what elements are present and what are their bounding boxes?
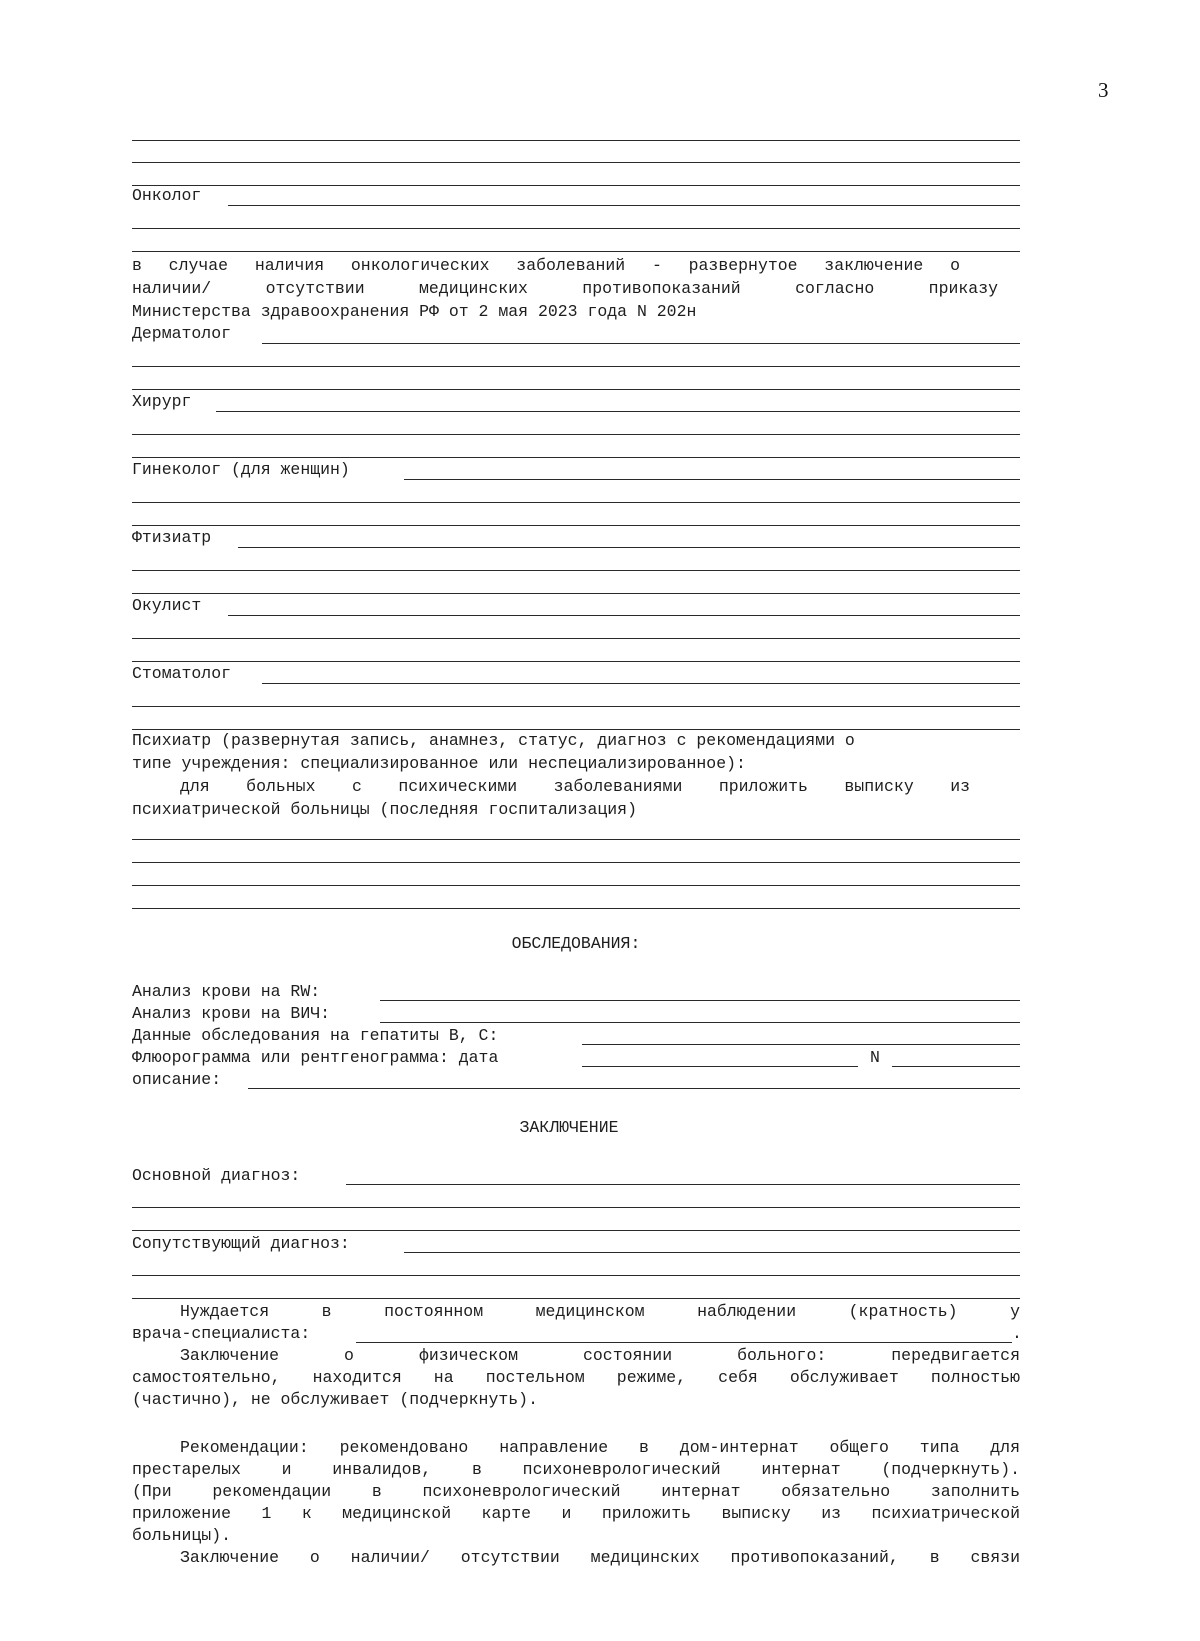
surgeon-field[interactable] bbox=[216, 411, 1020, 412]
blank-line[interactable] bbox=[132, 593, 1020, 594]
psychiatrist-line: типе учреждения: специализированное или неспециализированное): bbox=[132, 754, 746, 773]
rw-field[interactable] bbox=[380, 1000, 1020, 1001]
psychiatrist-line: психиатрической больницы (последняя госпитализация) bbox=[132, 800, 637, 819]
phthisiatrician-field[interactable] bbox=[238, 547, 1020, 548]
blank-line[interactable] bbox=[132, 502, 1020, 503]
concomitant-diagnosis-field[interactable] bbox=[404, 1252, 1020, 1253]
recommendation-line: престарелых и инвалидов, в психоневрологический интернат (подчеркнуть). bbox=[132, 1460, 1020, 1479]
blank-line[interactable] bbox=[132, 251, 1020, 252]
conclusion-heading: ЗАКЛЮЧЕНИЕ bbox=[519, 1118, 619, 1137]
xray-date-field[interactable] bbox=[582, 1066, 858, 1067]
rw-label: Анализ крови на RW: bbox=[132, 982, 321, 1001]
blank-line[interactable] bbox=[132, 638, 1020, 639]
blank-line[interactable] bbox=[132, 525, 1020, 526]
oncology-note-line: наличии/ отсутствии медицинских противопоказаний согласно приказу bbox=[132, 279, 998, 298]
main-diagnosis-field[interactable] bbox=[346, 1184, 1020, 1185]
xray-label: Флюорограмма или рентгенограмма: дата bbox=[132, 1048, 499, 1067]
gynecologist-field[interactable] bbox=[404, 479, 1020, 480]
hiv-label: Анализ крови на ВИЧ: bbox=[132, 1004, 331, 1023]
physical-state-line: (частично), не обслуживает (подчеркнуть). bbox=[132, 1390, 538, 1409]
physical-state-line: Заключение о физическом состоянии больного: передвигается bbox=[180, 1346, 1020, 1365]
observation-need-line: врача-специалиста: bbox=[132, 1324, 311, 1343]
blank-line[interactable] bbox=[132, 228, 1020, 229]
psychiatrist-line: Психиатр (развернутая запись, анамнез, статус, диагноз с рекомендациями о bbox=[132, 731, 855, 750]
page-number: 3 bbox=[1098, 78, 1109, 102]
dermatologist-label: Дерматолог bbox=[132, 324, 232, 343]
surgeon-label: Хирург bbox=[132, 392, 192, 411]
blank-line[interactable] bbox=[132, 185, 1020, 186]
blank-line[interactable] bbox=[132, 862, 1020, 863]
blank-line[interactable] bbox=[132, 1298, 1020, 1299]
hepatitis-field[interactable] bbox=[582, 1044, 1020, 1045]
blank-line[interactable] bbox=[132, 570, 1020, 571]
gynecologist-label: Гинеколог (для женщин) bbox=[132, 460, 350, 479]
hiv-field[interactable] bbox=[380, 1022, 1020, 1023]
oculist-field[interactable] bbox=[228, 615, 1020, 616]
dentist-field[interactable] bbox=[262, 683, 1020, 684]
oncologist-field[interactable] bbox=[228, 205, 1020, 206]
blank-line[interactable] bbox=[132, 661, 1020, 662]
description-field[interactable] bbox=[248, 1088, 1020, 1089]
dermatologist-field[interactable] bbox=[262, 343, 1020, 344]
xray-number-field[interactable] bbox=[892, 1066, 1020, 1067]
blank-line[interactable] bbox=[132, 140, 1020, 141]
xray-number-label: N bbox=[870, 1048, 880, 1067]
blank-line[interactable] bbox=[132, 1230, 1020, 1231]
blank-line[interactable] bbox=[132, 706, 1020, 707]
blank-line[interactable] bbox=[132, 434, 1020, 435]
concomitant-diagnosis-label: Сопутствующий диагноз: bbox=[132, 1234, 350, 1253]
dentist-label: Стоматолог bbox=[132, 664, 232, 683]
main-diagnosis-label: Основной диагноз: bbox=[132, 1166, 301, 1185]
blank-line[interactable] bbox=[132, 366, 1020, 367]
oncologist-label: Онколог bbox=[132, 186, 202, 205]
recommendation-line: Рекомендации: рекомендовано направление в дом-интернат общего типа для bbox=[180, 1438, 1020, 1457]
specialist-field[interactable] bbox=[356, 1342, 1012, 1343]
description-label: описание: bbox=[132, 1070, 222, 1089]
oculist-label: Окулист bbox=[132, 596, 202, 615]
recommendation-line: (При рекомендации в психоневрологический интернат обязательно заполнить bbox=[132, 1482, 1020, 1501]
oncology-note-line: Министерства здравоохранения РФ от 2 мая 2023 года N 202н bbox=[132, 302, 697, 321]
blank-line[interactable] bbox=[132, 908, 1020, 909]
physical-state-line: самостоятельно, находится на постельном режиме, себя обслуживает полностью bbox=[132, 1368, 1020, 1387]
contraindication-line: Заключение о наличии/ отсутствии медицинских противопоказаний, в связи bbox=[180, 1548, 1020, 1567]
psychiatrist-line: для больных с психическими заболеваниями приложить выписку из bbox=[180, 777, 970, 796]
recommendation-line: приложение 1 к медицинской карте и приложить выписку из психиатрической bbox=[132, 1504, 1020, 1523]
recommendation-line: больницы). bbox=[132, 1526, 232, 1545]
blank-line[interactable] bbox=[132, 1207, 1020, 1208]
blank-line[interactable] bbox=[132, 389, 1020, 390]
blank-line[interactable] bbox=[132, 885, 1020, 886]
blank-line[interactable] bbox=[132, 1275, 1020, 1276]
phthisiatrician-label: Фтизиатр bbox=[132, 528, 212, 547]
blank-line[interactable] bbox=[132, 457, 1020, 458]
oncology-note-line: в случае наличия онкологических заболеваний - развернутое заключение о bbox=[132, 256, 960, 275]
hepatitis-label: Данные обследования на гепатиты В, С: bbox=[132, 1026, 499, 1045]
blank-line[interactable] bbox=[132, 729, 1020, 730]
blank-line[interactable] bbox=[132, 839, 1020, 840]
observation-need-line: Нуждается в постоянном медицинском наблюдении (кратность) у bbox=[180, 1302, 1020, 1321]
examinations-heading: ОБСЛЕДОВАНИЯ: bbox=[511, 934, 641, 953]
blank-line[interactable] bbox=[132, 162, 1020, 163]
observation-need-end: . bbox=[1012, 1324, 1022, 1343]
